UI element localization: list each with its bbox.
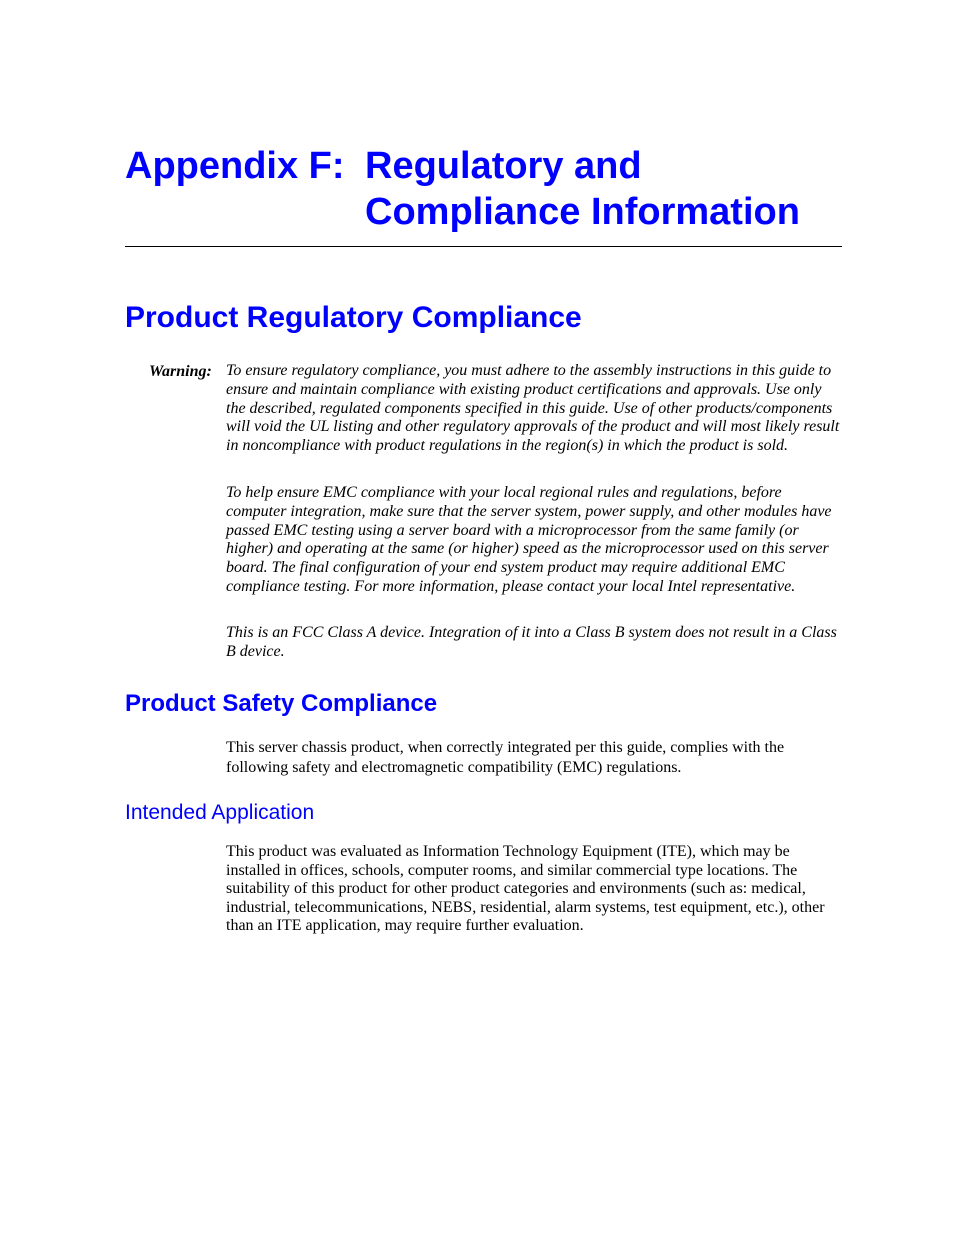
appendix-title-line2: Compliance Information: [365, 191, 800, 233]
appendix-title-line1: Regulatory and: [365, 145, 642, 187]
section-heading-regulatory: Product Regulatory Compliance: [125, 301, 582, 334]
warning-paragraph-3: This is an FCC Class A device. Integration of it into a Class B system does not result in a Class B device.: [226, 624, 837, 660]
safety-paragraph: This server chassis product, when correctly integrated per this guide, complies with the following safety and electromagnetic compatibility (EMC) regulations.: [226, 739, 785, 776]
appendix-label: Appendix F:: [125, 145, 345, 187]
section-heading-safety: Product Safety Compliance: [125, 690, 438, 717]
section-heading-intended: Intended Application: [125, 801, 315, 824]
intended-paragraph: This product was evaluated as Information Technology Equipment (ITE), which may be installed in offices, schools, computer rooms, and similar commercial type locations. The suitability of this product for other product categories and environments (such as: medical, industrial, telecommunications, NEBS, residential, alarm systems, test equipment, etc.), other than an ITE application, may require further evaluation.: [226, 843, 825, 934]
warning-paragraph-1: To ensure regulatory compliance, you must adhere to the assembly instructions in this guide to ensure and maintain compliance with existing product certifications and approvals. Use only the described, regulated components specified in this guide. Use of other products/components will void the UL listing and other regulatory approvals of the product and will most likely result in noncompliance with product regulations in the region(s) in which the product is sold.: [226, 362, 840, 454]
heading-divider: [125, 246, 842, 247]
appendix-title: [365, 143, 842, 235]
warning-label: Warning:: [149, 363, 212, 380]
warning-paragraph-2: To help ensure EMC compliance with your local regional rules and regulations, before computer integration, make sure that the server system, power supply, and other modules have passed EMC testing using a server board with a microprocessor from the same family (or higher) and operating at the same (or higher) speed as the microprocessor used on this server board. The final configuration of your end system product may require additional EMC compliance testing. For more information, please contact your local Intel representative.: [226, 484, 832, 595]
